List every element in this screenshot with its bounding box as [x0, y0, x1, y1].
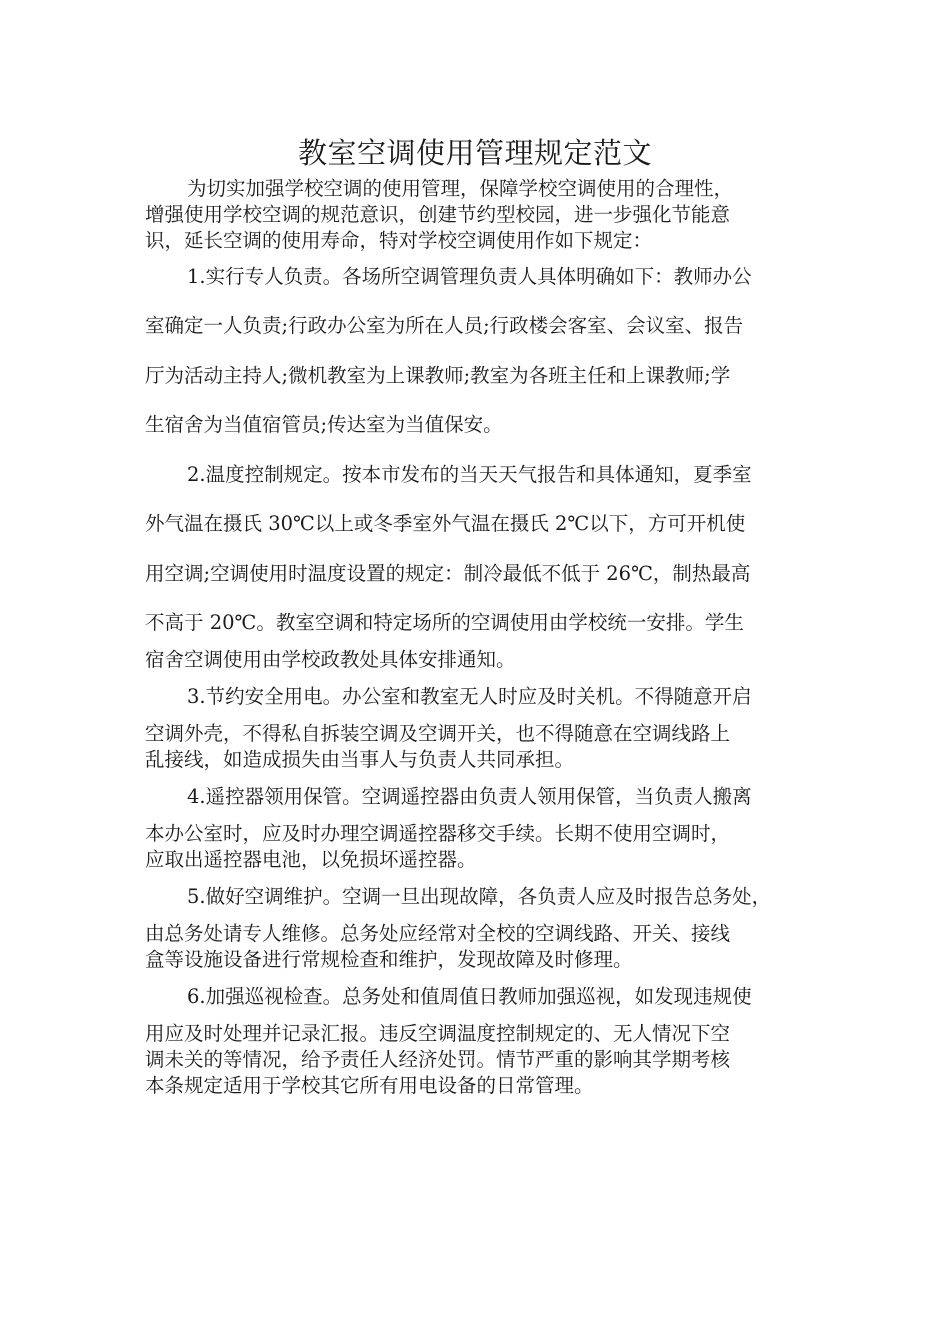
section-1-line: 生宿舍为当值宿管员;传达室为当值保安。: [145, 413, 503, 436]
intro-line: 为切实加强学校空调的使用管理，保障学校空调使用的合理性，: [187, 177, 734, 200]
section-3-line: 空调外壳，不得私自拆装空调及空调开关，也不得随意在空调线路上: [145, 722, 731, 745]
section-2-line: 外气温在摄氏 30℃以上或冬季室外气温在摄氏 2℃以下，方可开机使: [145, 512, 746, 535]
section-6-line: 用应及时处理并记录汇报。违反空调温度控制规定的、无人情况下空: [145, 1022, 731, 1045]
section-6-line: 6.加强巡视检查。总务处和值周值日教师加强巡视，如发现违规使: [187, 985, 752, 1008]
intro-line: 增强使用学校空调的规范意识，创建节约型校园，进一步强化节能意: [145, 203, 731, 226]
section-1-line: 室确定一人负责;行政办公室为所在人员;行政楼会客室、会议室、报告: [145, 314, 744, 337]
section-5-line: 盒等设施设备进行常规检查和维护，发现故障及时修理。: [145, 948, 633, 971]
section-2-line: 不高于 20℃。教室空调和特定场所的空调使用由学校统一安排。学生: [145, 611, 744, 634]
section-2-line: 用空调;空调使用时温度设置的规定：制冷最低不低于 26℃，制热最高: [145, 562, 751, 585]
section-4-line: 应取出遥控器电池，以免损坏遥控器。: [145, 848, 477, 871]
section-4-line: 4.遥控器领用保管。空调遥控器由负责人领用保管，当负责人搬离: [187, 785, 752, 808]
section-3-line: 乱接线，如造成损失由当事人与负责人共同承担。: [145, 748, 575, 771]
section-5-line: 5.做好空调维护。空调一旦出现故障，各负责人应及时报告总务处，: [187, 885, 772, 908]
intro-line: 识，延长空调的使用寿命，特对学校空调使用作如下规定：: [145, 229, 653, 252]
section-2-line: 宿舍空调使用由学校政教处具体安排通知。: [145, 648, 516, 671]
document-title: 教室空调使用管理规定范文: [297, 136, 652, 170]
section-3-line: 3.节约安全用电。办公室和教室无人时应及时关机。不得随意开启: [187, 685, 752, 708]
section-6-line: 本条规定适用于学校其它所有用电设备的日常管理。: [145, 1074, 594, 1097]
section-2-line: 2.温度控制规定。按本市发布的当天天气报告和具体通知，夏季室: [187, 463, 752, 486]
section-5-line: 由总务处请专人维修。总务处应经常对全校的空调线路、开关、接线: [145, 922, 731, 945]
section-6-line: 调未关的等情况，给予责任人经济处罚。情节严重的影响其学期考核: [145, 1048, 731, 1071]
section-1-line: 厅为活动主持人;微机教室为上课教师;教室为各班主任和上课教师;学: [145, 364, 731, 387]
section-1-line: 1.实行专人负责。各场所空调管理负责人具体明确如下：教师办公: [187, 265, 752, 288]
section-4-line: 本办公室时，应及时办理空调遥控器移交手续。长期不使用空调时，: [145, 822, 731, 845]
